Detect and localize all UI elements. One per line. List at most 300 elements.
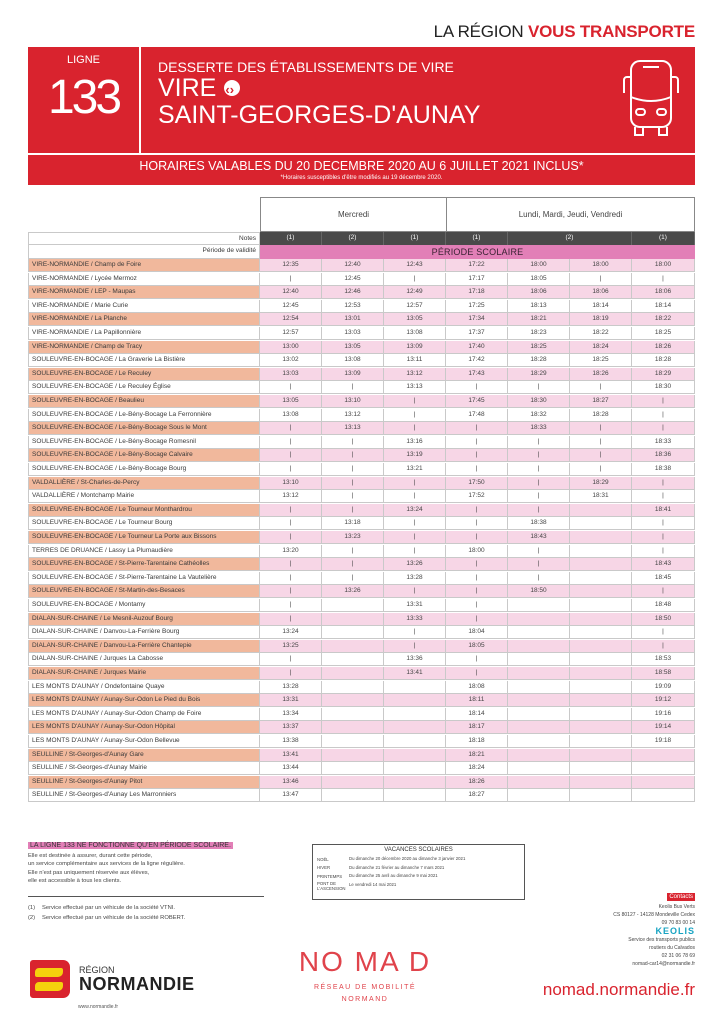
time-cell <box>384 721 446 734</box>
time-cell <box>570 789 632 802</box>
time-cell: 18:06 <box>570 286 632 299</box>
time-cell: | <box>632 422 695 435</box>
table-row <box>28 545 695 558</box>
time-cell: 18:24 <box>570 341 632 354</box>
time-cell: 13:01 <box>322 313 384 326</box>
time-cell: | <box>570 436 632 449</box>
nomad-subtitle: RÉSEAU DE MOBILITÉ <box>313 984 417 991</box>
bidirectional-arrows-icon <box>224 80 240 96</box>
time-cell <box>570 517 632 530</box>
stop-name: VIRE-NORMANDIE / LEP - Maupas <box>28 286 260 299</box>
time-cell: 18:22 <box>632 313 695 326</box>
time-cell: | <box>632 585 695 598</box>
contacts-badge: Contacts <box>669 894 693 900</box>
time-cell: 17:17 <box>446 273 508 286</box>
time-cell <box>508 667 570 680</box>
time-cell: 18:21 <box>508 313 570 326</box>
time-cell <box>632 762 695 775</box>
time-cell: 12:35 <box>260 259 322 272</box>
stop-name: DIALAN-SUR-CHAINE / Jurques Mairie <box>28 667 260 680</box>
holiday-name: PRINTEMPS <box>317 873 343 879</box>
time-cell: | <box>446 599 508 612</box>
time-cell: | <box>446 585 508 598</box>
time-cell: 18:14 <box>446 708 508 721</box>
time-cell: 17:22 <box>446 259 508 272</box>
table-row <box>28 558 695 571</box>
time-cell: 18:33 <box>508 422 570 435</box>
stop-name: SOULEUVRE-EN-BOCAGE / Le Reculey Église <box>28 381 260 394</box>
time-cell: 18:18 <box>446 735 508 748</box>
time-cell <box>508 708 570 721</box>
time-cell: 13:19 <box>384 449 446 462</box>
time-cell: | <box>260 517 322 530</box>
time-cell: 17:37 <box>446 327 508 340</box>
time-cell: 13:23 <box>322 531 384 544</box>
time-cell: 18:26 <box>632 341 695 354</box>
time-cell: 13:09 <box>322 368 384 381</box>
school-text-line: Elle est destinée à assurer, durant cette période, <box>28 853 153 859</box>
time-cell <box>384 749 446 762</box>
time-cell: | <box>322 477 384 490</box>
stop-name: SEULLINE / St-Georges-d'Aunay Gare <box>28 749 260 762</box>
school-only-text <box>28 852 185 885</box>
time-cell <box>570 694 632 707</box>
time-cell: 18:32 <box>508 409 570 422</box>
table-row <box>28 585 695 598</box>
tagline-highlight: VOUS TRANSPORTE <box>527 22 695 41</box>
keolis-logo: KEOLIS <box>655 926 695 936</box>
time-cell: 12:53 <box>322 300 384 313</box>
region-normandie-logo <box>30 960 195 998</box>
time-cell <box>570 735 632 748</box>
time-cell <box>384 694 446 707</box>
time-cell: 19:16 <box>632 708 695 721</box>
time-cell: 13:37 <box>260 721 322 734</box>
time-cell: 18:29 <box>632 368 695 381</box>
holiday-dates: Du dimanche 25 avril au dimanche 9 mai 2021 <box>349 873 438 878</box>
time-cell: 13:36 <box>384 653 446 666</box>
route-destination: SAINT-GEORGES-D'AUNAY <box>158 101 481 129</box>
time-cell: 12:40 <box>322 259 384 272</box>
lion-icon <box>35 982 63 991</box>
stop-name: SOULEUVRE-EN-BOCAGE / Le-Bény-Bocage Romesnil <box>28 436 260 449</box>
note-cell: (1) <box>632 232 695 245</box>
region-small: RÉGION <box>79 965 115 975</box>
time-cell: | <box>446 436 508 449</box>
time-cell <box>322 626 384 639</box>
service-line: routiers du Calvados <box>649 945 695 951</box>
stop-name: SOULEUVRE-EN-BOCAGE / Montamy <box>28 599 260 612</box>
time-cell <box>508 613 570 626</box>
table-row <box>28 327 695 340</box>
region-url-link[interactable]: www.normandie.fr <box>78 1004 119 1010</box>
time-cell <box>570 708 632 721</box>
table-row <box>28 395 695 408</box>
holiday-row <box>317 872 520 881</box>
stop-name: SEULLINE / St-Georges-d'Aunay Pitot <box>28 776 260 789</box>
time-cell <box>508 640 570 653</box>
time-cell: | <box>570 463 632 476</box>
table-row <box>28 313 695 326</box>
table-row <box>28 653 695 666</box>
holiday-dates: Du dimanche 21 février au dimanche 7 mars 2021 <box>349 864 445 870</box>
time-cell: 18:29 <box>508 368 570 381</box>
time-cell: 18:14 <box>632 300 695 313</box>
table-row <box>28 517 695 530</box>
time-cell <box>384 735 446 748</box>
time-cell: 12:45 <box>322 273 384 286</box>
time-cell <box>322 667 384 680</box>
time-cell: | <box>384 545 446 558</box>
stop-name: DIALAN-SUR-CHAINE / Le Mesnil-Auzouf Bourg <box>28 613 260 626</box>
holiday-name: PONT DE L'ASCENSION <box>317 880 346 891</box>
service-email-link[interactable]: nomad-car14@normandie.fr <box>632 961 695 967</box>
normandy-flag-icon <box>30 960 70 998</box>
table-row <box>28 504 695 517</box>
note-cell: (2) <box>322 232 384 245</box>
stop-name: SOULEUVRE-EN-BOCAGE / Le-Bény-Bocage Sous le Mont <box>28 422 260 435</box>
time-cell: 18:25 <box>570 354 632 367</box>
time-cell: 17:18 <box>446 286 508 299</box>
time-cell: | <box>260 449 322 462</box>
stop-name: SOULEUVRE-EN-BOCAGE / La Graverie La Bistière <box>28 354 260 367</box>
table-row <box>28 694 695 707</box>
time-cell <box>322 721 384 734</box>
time-cell: 18:45 <box>632 572 695 585</box>
table-row <box>28 490 695 503</box>
stop-name: SOULEUVRE-EN-BOCAGE / St-Martin-des-Besaces <box>28 585 260 598</box>
time-cell: | <box>632 273 695 286</box>
time-cell: 18:28 <box>632 354 695 367</box>
day-group-header <box>260 197 695 232</box>
time-cell: 13:12 <box>260 490 322 503</box>
stop-name: SOULEUVRE-EN-BOCAGE / Le-Bény-Bocage La Ferronnière <box>28 409 260 422</box>
time-cell <box>322 762 384 775</box>
line-header <box>28 47 695 153</box>
time-cell: 18:43 <box>632 558 695 571</box>
stop-name: VIRE-NORMANDIE / La Planche <box>28 313 260 326</box>
time-cell <box>508 735 570 748</box>
note-cell: (1) <box>446 232 508 245</box>
periode-row <box>28 245 695 259</box>
note-cell: (1) <box>384 232 446 245</box>
time-cell: | <box>322 504 384 517</box>
time-cell: | <box>384 422 446 435</box>
time-cell: 18:36 <box>632 449 695 462</box>
periode-label: Période de validité <box>28 245 260 259</box>
time-cell: 19:09 <box>632 681 695 694</box>
table-row <box>28 273 695 286</box>
time-cell: 13:10 <box>260 477 322 490</box>
time-cell <box>322 653 384 666</box>
table-row <box>28 572 695 585</box>
contact-block <box>613 893 695 968</box>
time-cell: | <box>322 436 384 449</box>
time-cell: 13:38 <box>260 735 322 748</box>
time-cell: 13:28 <box>384 572 446 585</box>
time-cell: | <box>570 449 632 462</box>
route-title <box>158 59 480 129</box>
table-row <box>28 626 695 639</box>
time-cell: 17:34 <box>446 313 508 326</box>
time-cell <box>570 653 632 666</box>
nomad-subtitle-2: NORMAND <box>341 996 389 1003</box>
time-cell <box>322 694 384 707</box>
time-cell: 12:49 <box>384 286 446 299</box>
time-cell: | <box>260 531 322 544</box>
time-cell: | <box>260 463 322 476</box>
time-cell <box>570 667 632 680</box>
time-cell: 12:46 <box>322 286 384 299</box>
time-cell: 13:26 <box>322 585 384 598</box>
time-cell: 18:06 <box>632 286 695 299</box>
time-cell: 17:48 <box>446 409 508 422</box>
time-cell: 18:53 <box>632 653 695 666</box>
nomad-wordmark: NO MA D <box>298 946 432 977</box>
table-row <box>28 613 695 626</box>
stop-name: SOULEUVRE-EN-BOCAGE / Le-Bény-Bocage Calvaire <box>28 449 260 462</box>
table-row <box>28 667 695 680</box>
stop-name: SOULEUVRE-EN-BOCAGE / Le Tourneur Monthardrou <box>28 504 260 517</box>
time-cell <box>508 762 570 775</box>
time-cell: 12:45 <box>260 300 322 313</box>
stop-name: VIRE-NORMANDIE / Champ de Tracy <box>28 341 260 354</box>
line-number: 133 <box>47 71 120 124</box>
time-cell <box>508 599 570 612</box>
time-cell: | <box>260 558 322 571</box>
time-cell: 18:00 <box>632 259 695 272</box>
time-cell <box>384 776 446 789</box>
table-row <box>28 436 695 449</box>
time-cell: 18:31 <box>570 490 632 503</box>
lion-icon <box>35 968 63 977</box>
time-cell: 18:38 <box>508 517 570 530</box>
time-cell <box>570 749 632 762</box>
time-cell <box>570 640 632 653</box>
footnote-text: Service effectué par un véhicule de la société ROBERT. <box>42 915 186 921</box>
table-row <box>28 449 695 462</box>
time-cell: 13:12 <box>322 409 384 422</box>
stop-name: DIALAN-SUR-CHAINE / Jurques La Cabosse <box>28 653 260 666</box>
time-cell: | <box>508 463 570 476</box>
time-cell: | <box>508 558 570 571</box>
time-cell: 17:40 <box>446 341 508 354</box>
time-cell: 12:54 <box>260 313 322 326</box>
notes-label: Notes <box>28 232 260 245</box>
time-cell: 13:21 <box>384 463 446 476</box>
time-cell: | <box>322 572 384 585</box>
time-cell: 13:18 <box>322 517 384 530</box>
time-cell <box>384 789 446 802</box>
footnote-number: (1) <box>28 905 36 911</box>
time-cell <box>570 558 632 571</box>
time-cell: 18:30 <box>508 395 570 408</box>
time-cell: 18:04 <box>446 626 508 639</box>
day-group-mercredi: Mercredi <box>261 198 447 231</box>
time-cell: | <box>260 381 322 394</box>
time-cell <box>508 721 570 734</box>
time-cell: 18:14 <box>570 300 632 313</box>
holiday-name: HIVER <box>317 865 331 871</box>
stop-name: SEULLINE / St-Georges-d'Aunay Les Marronniers <box>28 789 260 802</box>
time-cell: 18:29 <box>570 477 632 490</box>
time-cell: | <box>384 517 446 530</box>
stop-name: VIRE-NORMANDIE / La Papillonnière <box>28 327 260 340</box>
stop-name: SOULEUVRE-EN-BOCAGE / Le Reculey <box>28 368 260 381</box>
time-cell: | <box>446 558 508 571</box>
time-cell: | <box>322 463 384 476</box>
time-cell: 18:28 <box>570 409 632 422</box>
time-cell: 13:11 <box>384 354 446 367</box>
time-cell: | <box>260 572 322 585</box>
time-cell: | <box>570 273 632 286</box>
time-cell: 13:28 <box>260 681 322 694</box>
table-row <box>28 477 695 490</box>
time-cell: | <box>446 667 508 680</box>
time-cell: | <box>632 477 695 490</box>
time-cell: 18:41 <box>632 504 695 517</box>
school-only-title: LA LIGNE 133 NE FONCTIONNE QU'EN PÉRIODE SCOLAIRE. <box>30 842 231 849</box>
time-cell: 18:21 <box>446 749 508 762</box>
time-cell: 13:02 <box>260 354 322 367</box>
table-row <box>28 341 695 354</box>
time-cell <box>508 653 570 666</box>
table-row <box>28 286 695 299</box>
time-cell: 13:03 <box>322 327 384 340</box>
time-cell: 18:17 <box>446 721 508 734</box>
table-row <box>28 259 695 272</box>
holiday-row <box>317 855 520 864</box>
time-cell: | <box>322 449 384 462</box>
table-row <box>28 681 695 694</box>
table-row <box>28 463 695 476</box>
operator-name: Keolis Bus Verts <box>658 904 695 910</box>
time-cell: | <box>446 572 508 585</box>
holiday-row <box>317 864 520 873</box>
time-cell: | <box>260 667 322 680</box>
route-subtitle: DESSERTE DES ÉTABLISSEMENTS DE VIRE <box>158 59 454 75</box>
stop-name: DIALAN-SUR-CHAINE / Danvou-La-Ferrière Chantepie <box>28 640 260 653</box>
origin-label: VIRE <box>158 74 217 102</box>
time-cell: | <box>384 395 446 408</box>
time-cell: 18:06 <box>508 286 570 299</box>
time-cell: | <box>260 613 322 626</box>
time-cell: | <box>384 477 446 490</box>
time-cell: | <box>446 531 508 544</box>
time-cell: | <box>570 381 632 394</box>
time-cell <box>322 613 384 626</box>
time-cell: | <box>632 490 695 503</box>
time-cell: | <box>384 490 446 503</box>
time-cell: 13:16 <box>384 436 446 449</box>
time-cell: 18:23 <box>508 327 570 340</box>
time-cell: 13:41 <box>260 749 322 762</box>
line-label: LIGNE <box>66 54 100 66</box>
time-cell: 17:45 <box>446 395 508 408</box>
table-row <box>28 721 695 734</box>
time-cell: 18:08 <box>446 681 508 694</box>
divider <box>28 896 264 897</box>
table-row <box>28 789 695 802</box>
time-cell: 13:44 <box>260 762 322 775</box>
time-cell: | <box>632 545 695 558</box>
nomad-logo <box>290 946 440 1003</box>
time-cell: 19:18 <box>632 735 695 748</box>
time-cell: 18:19 <box>570 313 632 326</box>
time-cell: 18:05 <box>508 273 570 286</box>
region-tagline <box>434 22 695 42</box>
time-cell: 18:26 <box>446 776 508 789</box>
stop-name: LES MONTS D'AUNAY / Ondefontaine Quaye <box>28 681 260 694</box>
time-cell: 13:09 <box>384 341 446 354</box>
table-row <box>28 300 695 313</box>
table-row <box>28 640 695 653</box>
stop-name: LES MONTS D'AUNAY / Aunay-Sur-Odon Hôpital <box>28 721 260 734</box>
time-cell: 18:50 <box>508 585 570 598</box>
time-cell <box>322 735 384 748</box>
time-cell: 13:03 <box>260 368 322 381</box>
time-cell <box>322 599 384 612</box>
time-cell: 17:52 <box>446 490 508 503</box>
time-cell: 18:00 <box>570 259 632 272</box>
table-row <box>28 708 695 721</box>
holidays-title: VACANCES SCOLAIRES <box>384 847 453 853</box>
time-cell <box>322 789 384 802</box>
stop-name: SOULEUVRE-EN-BOCAGE / Le-Bény-Bocage Bourg <box>28 463 260 476</box>
time-cell <box>384 708 446 721</box>
time-cell: | <box>446 613 508 626</box>
footnote-1 <box>28 905 175 911</box>
time-cell <box>322 749 384 762</box>
time-cell: | <box>508 545 570 558</box>
table-row <box>28 599 695 612</box>
region-text <box>79 965 195 993</box>
time-cell: 12:57 <box>260 327 322 340</box>
time-cell: | <box>384 640 446 653</box>
time-cell: 12:43 <box>384 259 446 272</box>
time-cell: 18:05 <box>446 640 508 653</box>
time-cell <box>508 749 570 762</box>
table-row <box>28 368 695 381</box>
footnote-2 <box>28 915 185 921</box>
table-row <box>28 409 695 422</box>
time-cell: 18:24 <box>446 762 508 775</box>
time-cell: 13:20 <box>260 545 322 558</box>
time-cell: | <box>570 422 632 435</box>
time-cell: | <box>260 504 322 517</box>
time-cell: | <box>446 449 508 462</box>
time-cell: 13:08 <box>322 354 384 367</box>
time-cell <box>322 708 384 721</box>
route-origin <box>158 75 480 101</box>
time-cell: | <box>632 626 695 639</box>
time-cell: 13:00 <box>260 341 322 354</box>
time-cell: 17:43 <box>446 368 508 381</box>
time-cell: | <box>260 273 322 286</box>
validity-note: *Horaires susceptibles d'être modifiés au 19 décembre 2020. <box>280 175 443 181</box>
school-holidays-box <box>312 844 525 900</box>
website-link[interactable]: nomad.normandie.fr <box>542 980 695 999</box>
time-cell: 18:00 <box>508 259 570 272</box>
stop-name: LES MONTS D'AUNAY / Aunay-Sur-Odon Champ de Foire <box>28 708 260 721</box>
time-cell: 13:34 <box>260 708 322 721</box>
time-cell: 18:43 <box>508 531 570 544</box>
stop-name: VALDALLIÈRE / St-Charles-de-Percy <box>28 477 260 490</box>
stop-name: SOULEUVRE-EN-BOCAGE / St-Pierre-Tarentaine La Vautelière <box>28 572 260 585</box>
table-row <box>28 354 695 367</box>
time-cell: | <box>508 572 570 585</box>
time-cell <box>570 762 632 775</box>
